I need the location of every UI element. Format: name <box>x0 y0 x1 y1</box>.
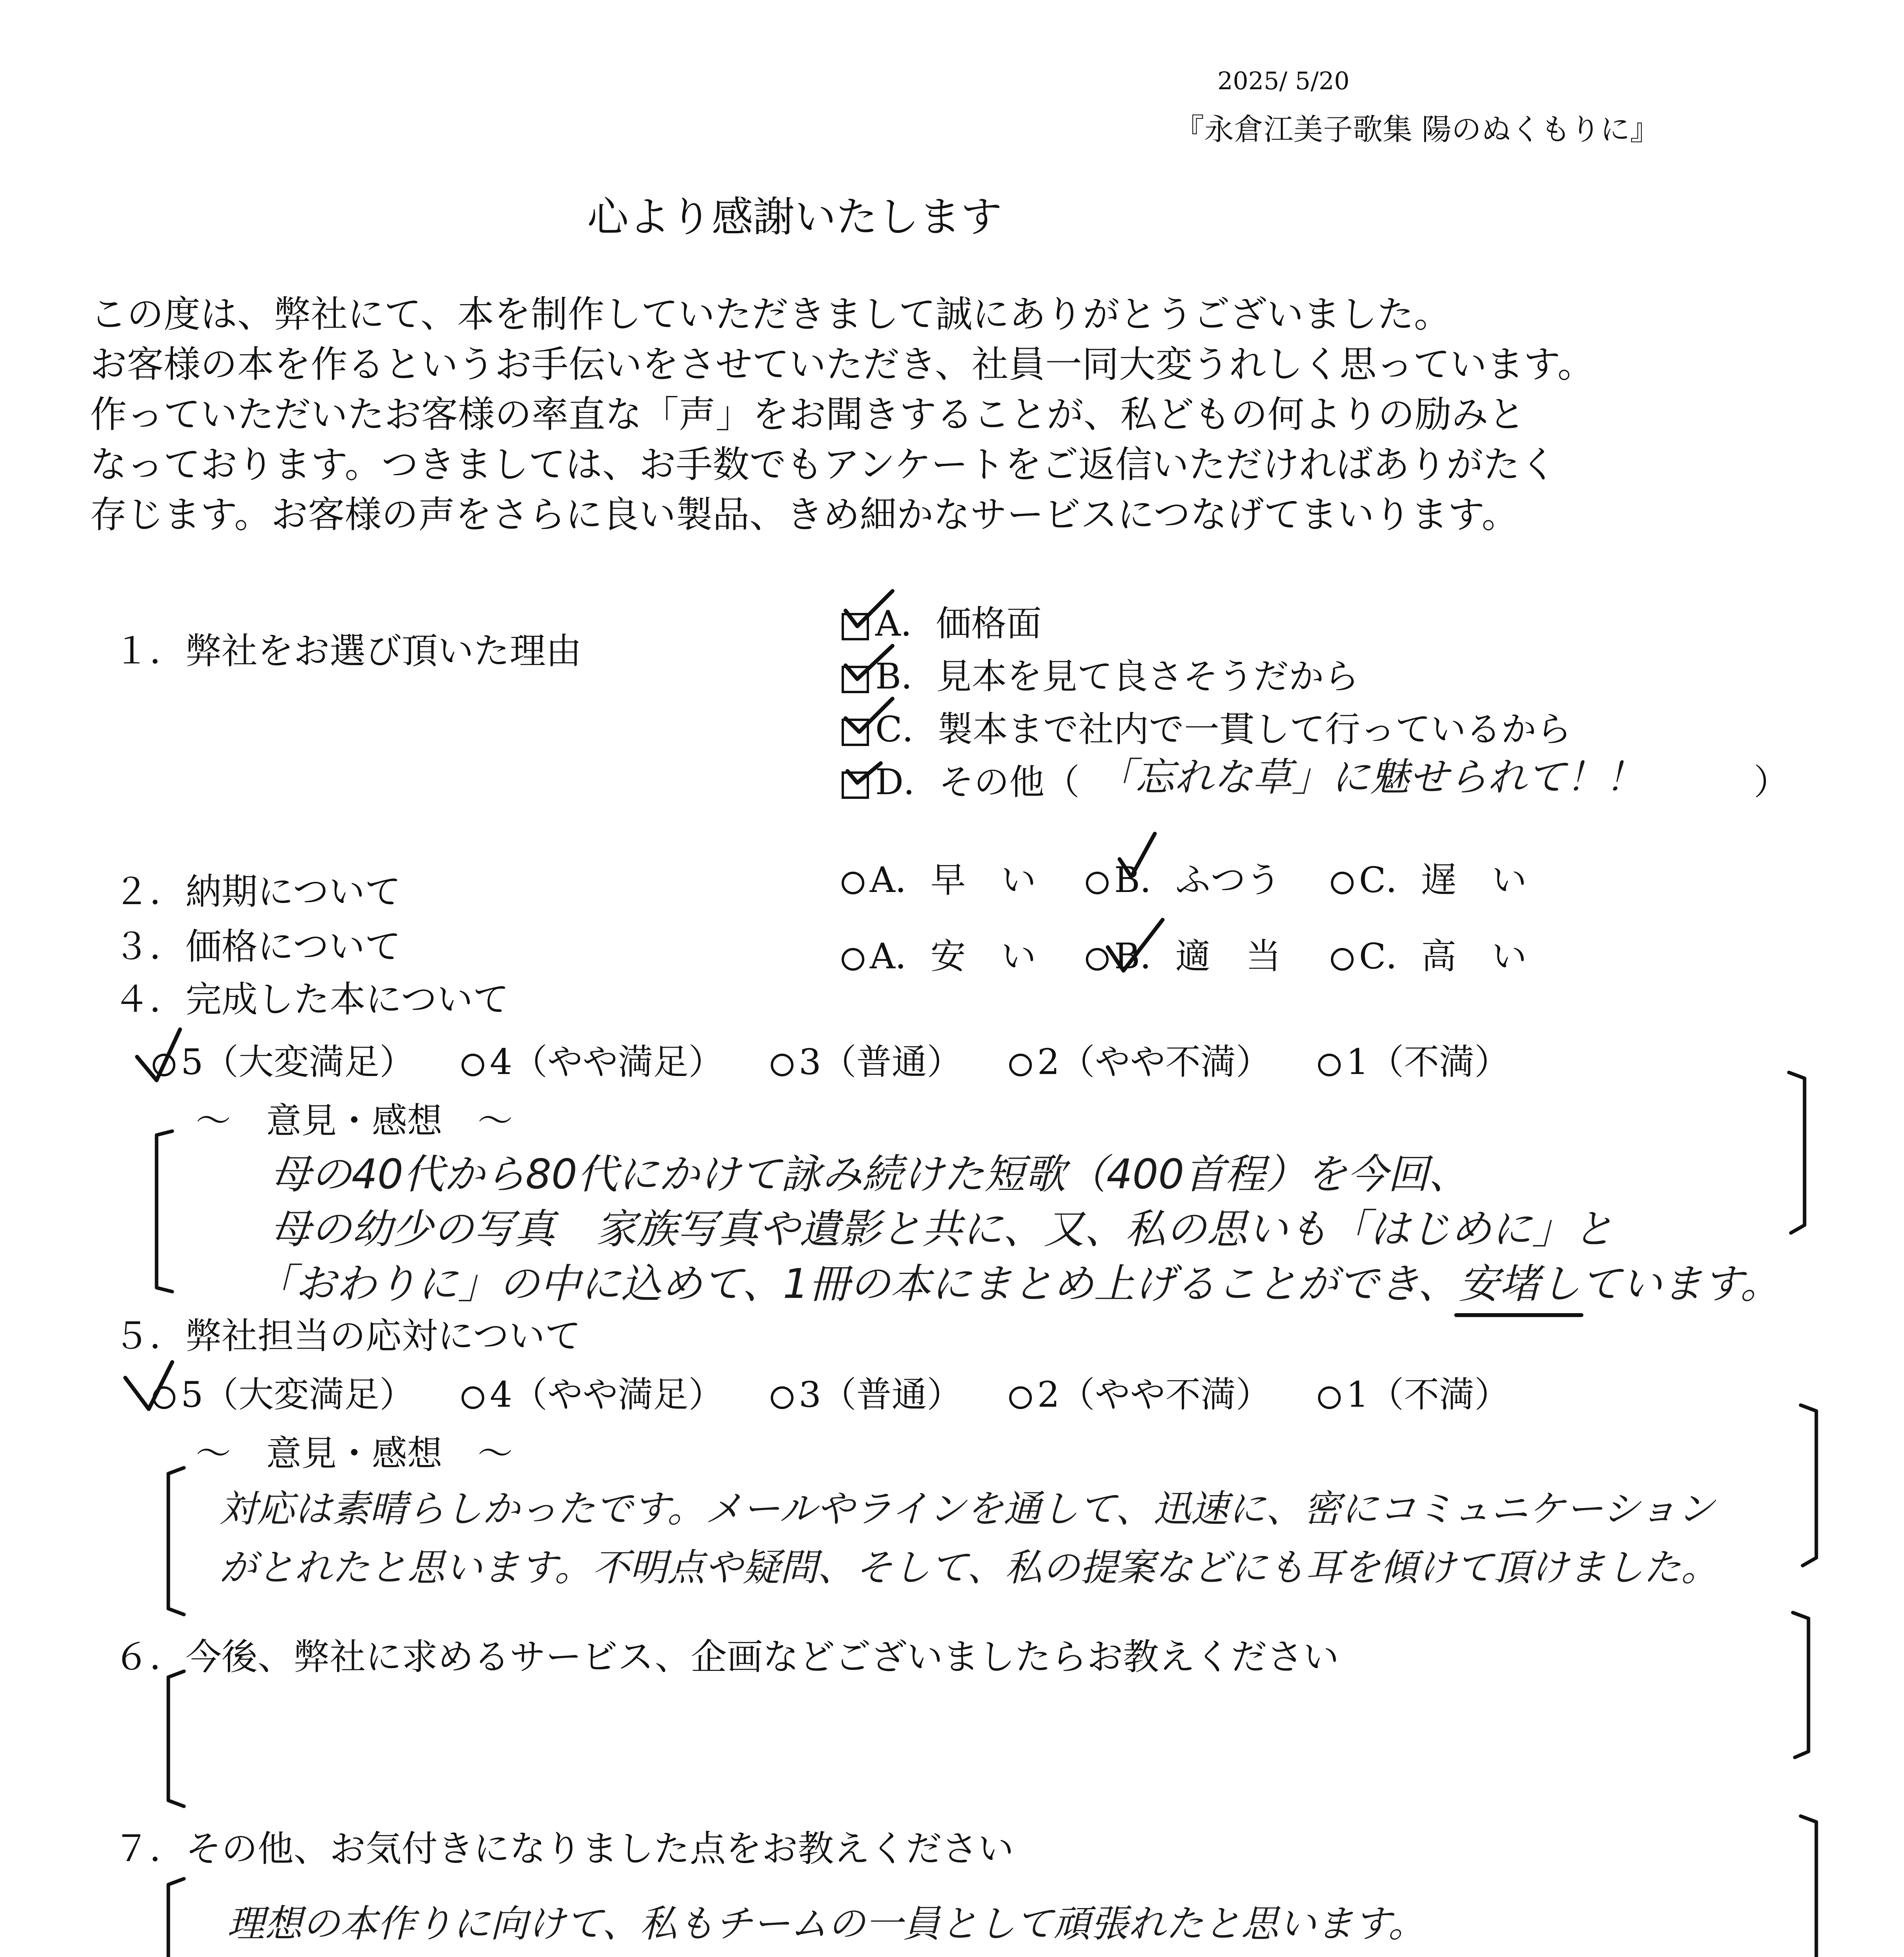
q4-option-1-label: 1（不満） <box>1346 1042 1510 1083</box>
q5-option-3-label: 3（普通） <box>799 1374 962 1415</box>
q1-label: １．弊社をお選び頂いた理由 <box>114 630 582 672</box>
q4-bracket-right <box>1789 1072 1805 1233</box>
q5-bracket-right <box>1801 1405 1816 1566</box>
q2-option-c-label: C．遅 い <box>1359 860 1527 901</box>
q3-label: ３．価格について <box>114 926 401 968</box>
q5-opinion-label: ～ 意見・感想 ～ <box>196 1433 513 1474</box>
q1-option-a-label: A．価格面 <box>875 603 1042 644</box>
intro-line: 作っていただいたお客様の率直な「声」をお聞きすることが、私どもの何よりの励みと <box>90 393 1525 436</box>
q1-check-d <box>847 763 881 783</box>
q5-bracket-left <box>168 1468 184 1615</box>
q7-bracket-left <box>168 1879 184 1957</box>
q2-label: ２．納期について <box>114 871 401 913</box>
q1-option-b-label: B．見本を見て良さそうだから <box>875 656 1359 697</box>
q4-comment-line: 母の幼少の写真 家族写真や遺影と共に、又、私の思いも「はじめに」と <box>270 1205 1614 1253</box>
q1-check-c <box>846 699 892 732</box>
q3-check <box>1108 920 1163 971</box>
q6-bracket-right <box>1793 1613 1808 1757</box>
q4-comment-line: 母の40代から80代にかけて詠み続けた短歌（400首程）を今回、 <box>270 1150 1469 1198</box>
q6-label: ６．今後、弊社に求めるサービス、企画などございましたらお教えください <box>114 1636 1339 1678</box>
q3-option-c-label: C．高 い <box>1359 936 1527 977</box>
q4-option-5-label: 5（大変満足） <box>181 1042 415 1083</box>
q1-other-close: ） <box>1754 762 1789 803</box>
q5-option-4-label: 4（やや満足） <box>490 1374 724 1415</box>
q4-check <box>137 1029 180 1080</box>
q3-option-b-label: B．適 当 <box>1114 936 1281 977</box>
q3-option-a-label: A．安 い <box>870 936 1036 977</box>
q7-bracket-right <box>1801 1816 1816 1957</box>
q1-other-text[interactable]: 「忘れな草」に魅せられて！！ <box>1096 754 1644 800</box>
q4-comment-line: 「おわりに」の中に込めて、1冊の本にまとめ上げることができ、安堵しています。 <box>254 1260 1781 1308</box>
book-title: 『永倉江美子歌集 陽のぬくもりに』 <box>1174 112 1660 147</box>
intro-line: 存じます。お客様の声をさらに良い製品、きめ細かなサービスにつなげてまいります。 <box>90 494 1519 536</box>
q7-comment-line: 理想の本作りに向けて、私もチームの一員として頑張れたと思います。 <box>227 1902 1426 1946</box>
q5-option-2-label: 2（やや不満） <box>1037 1374 1271 1415</box>
date-stamp: 2025/ 5/20 <box>1217 67 1350 95</box>
q4-label: ４．完成した本について <box>114 979 509 1020</box>
q5-comment-line: がとれたと思います。不明点や疑問、そして、私の提案などにも耳を傾けて頂けました。 <box>219 1546 1719 1589</box>
q4-bracket-left <box>157 1131 172 1292</box>
q5-comment-line: 対応は素晴らしかったです。メールやラインを通して、迅速に、密にコミュニケーション <box>219 1487 1715 1531</box>
q5-check <box>125 1362 172 1409</box>
q1-check-b <box>846 646 892 679</box>
q6-bracket-left <box>168 1671 184 1806</box>
q2-option-b-label: B．ふつう <box>1114 860 1281 901</box>
q4-option-2-label: 2（やや不満） <box>1037 1042 1271 1083</box>
q4-option-4-label: 4（やや満足） <box>490 1042 724 1083</box>
page-title: 心より感謝いたします <box>587 193 1002 241</box>
q5-label: ５．弊社担当の応対について <box>114 1315 581 1357</box>
q2-check <box>1120 834 1155 877</box>
q1-option-d-label: D．その他（ <box>875 762 1080 803</box>
q4-opinion-label: ～ 意見・感想 ～ <box>196 1100 513 1141</box>
q1-check-a <box>846 591 892 626</box>
q2-option-a-label: A．早 い <box>870 860 1036 901</box>
q7-label: ７．その他、お気付きになりました点をお教えください <box>114 1828 1014 1870</box>
intro-line: お客様の本を作るというお手伝いをさせていただき、社員一同大変うれしく思っています。 <box>90 343 1594 386</box>
q5-option-5-label: 5（大変満足） <box>181 1374 415 1415</box>
intro-line: この度は、弊社にて、本を制作していただきまして誠にありがとうございました。 <box>90 293 1451 336</box>
q4-option-3-label: 3（普通） <box>799 1042 962 1083</box>
q1-option-c-label: C．製本まで社内で一貫して行っているから <box>875 709 1572 750</box>
intro-line: なっております。つきましては、お手数でもアンケートをご返信いただければありがたく <box>90 443 1557 486</box>
q5-option-1-label: 1（不満） <box>1346 1374 1510 1415</box>
